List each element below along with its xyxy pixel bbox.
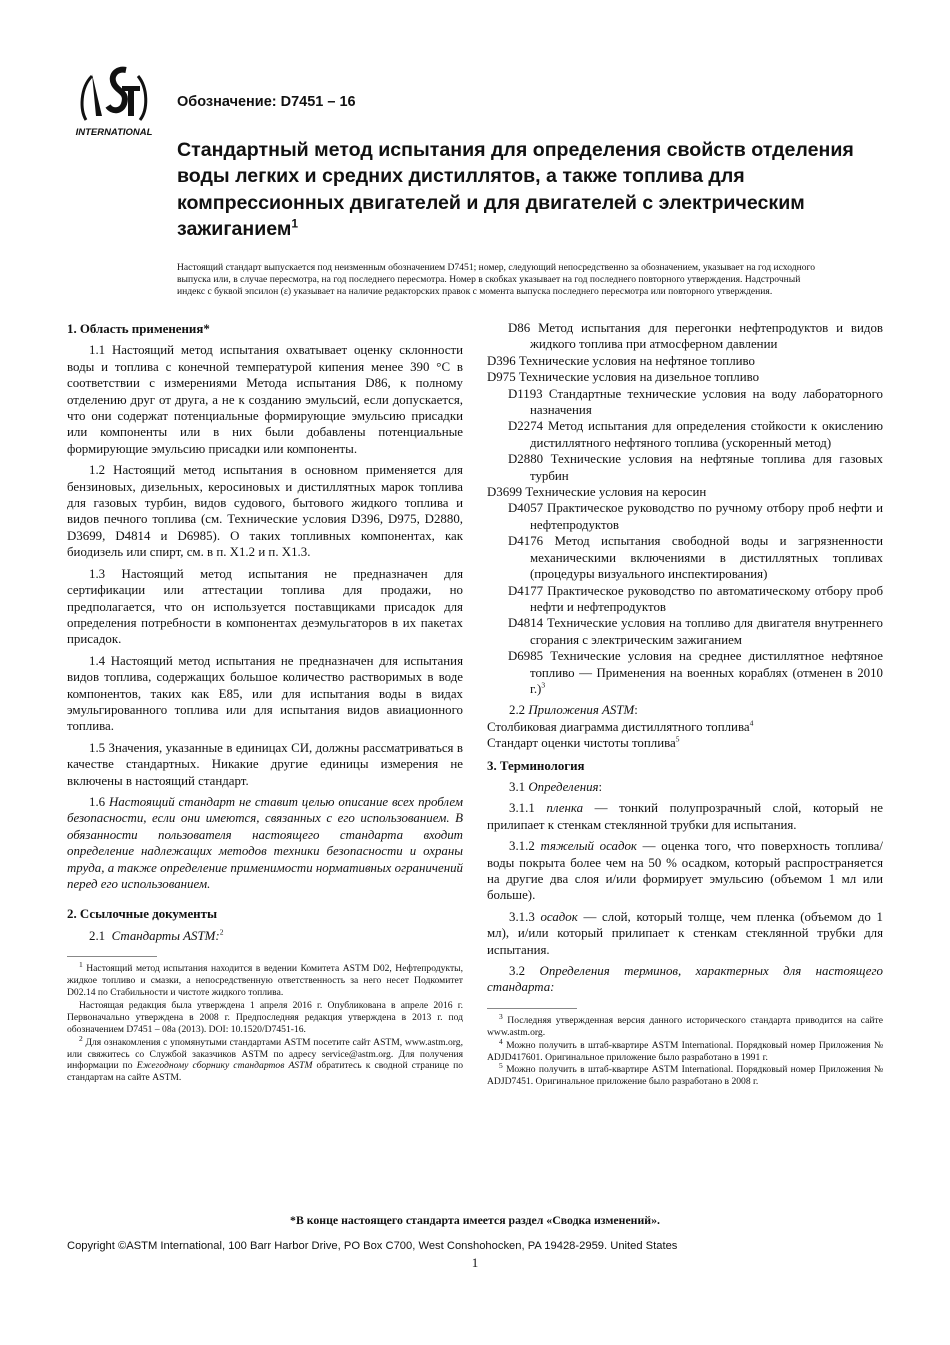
ref-d975: D975 Технические условия на дизельное топливо <box>487 370 760 385</box>
ref-d6985 <box>487 648 883 697</box>
section-3-heading: 3. Терминология <box>487 758 585 773</box>
footnote-2-text: Для ознакомления с упомянутыми стандартами ASTM посетите сайт ASTM, www.astm.org, или свяжитесь со Службой заказчиков ASTM по адресу service@astm.org. Для получения информации по <box>67 1036 463 1072</box>
footnote-divider-right <box>487 1008 577 1009</box>
para-3-1-1-number: 3.1.1 <box>509 801 535 816</box>
para-3-1-1-text: — тонкий полупрозрачный слой, который не прилипает к стенкам стеклянной трубки для испытания. <box>487 801 883 832</box>
term-sediment: осадок <box>540 909 578 924</box>
para-3-1-2-number: 3.1.2 <box>509 839 535 854</box>
para-1-2: 1.2 Настоящий метод испытания в основном применяется для бензиновых, дизельных, керосиновых и дистиллятных марок топлива для газовых турбин, видов судового, бытового жидкого топлива и видов печного топлива (см. Технические условия D396, D975, D2880, D3699, D4814 и D6985). О таких топливных компонентах, как биодизель или спирт, см. в п. X1.2 и п. X1.3. <box>67 463 463 560</box>
footnote-1-mark: 1 <box>79 960 83 970</box>
title-footnote-mark: 1 <box>291 216 299 231</box>
adjunct-1 <box>487 719 883 735</box>
ref-d4814: D4814 Технические условия на топливо для двигателя внутреннего сгорания с электрическим зажиганием <box>508 616 883 647</box>
copyright: Copyright ©ASTM International, 100 Barr Harbor Drive, PO Box C700, West Conshohocken, PA 19428-2959. United States <box>67 1240 678 1252</box>
ref-d4057: D4057 Практическое руководство по ручному отбору проб нефти и нефтепродуктов <box>508 501 883 532</box>
para-1-1: 1.1 Настоящий метод испытания охватывает оценку склонности воды и топлива с конечной температурой кипения менее 390 °C в соответствии с измерениями Метода испытания D86, к полному отделению друг от друга, а не к созданию эмульсий, если допускается, что они содержат потенциальные формирующие эмульсию присадки или компоненты или в них были добавлены потенциальные формирующие эмульсию присадки или компоненты. <box>67 343 463 456</box>
para-3-1-number: 3.1 <box>509 779 526 794</box>
ref-d1193: D1193 Стандартные технические условия на воду лабораторного назначения <box>508 386 883 418</box>
para-2-2: 2.2 Приложения ASTM: <box>509 703 638 718</box>
footnote-mark-2: 2 <box>219 927 224 937</box>
ref-d6985-text: D6985 Технические условия на среднее дистиллятное нефтяное топливо — Применения на военных кораблях (отменен в 2010 г.) <box>508 649 883 696</box>
footnote-3-mark: 3 <box>499 1011 503 1021</box>
para-3-1-3 <box>487 909 883 958</box>
ref-d4177: D4177 Практическое руководство по автоматическому отбору проб нефти и нефтепродуктов <box>508 583 883 614</box>
ref-d2274: D2274 Метод испытания для определения стойкости к окислению дистиллятного нефтяного топлива (ускоренный метод) <box>508 419 883 450</box>
logo-caption: INTERNATIONAL <box>75 127 153 138</box>
para-3-1-text: Определения <box>528 779 599 794</box>
footnote-2-italic: Ежегодному сборнику стандартов ASTM <box>136 1060 313 1072</box>
para-3-1-1 <box>487 800 883 833</box>
designation: Обозначение: D7451 – 16 <box>177 94 356 110</box>
para-2-1 <box>67 928 463 944</box>
para-1-6 <box>67 794 463 892</box>
astm-logo <box>72 66 156 140</box>
section-2-heading: 2. Ссылочные документы <box>67 907 218 922</box>
summary-note: *В конце настоящего стандарта имеется раздел «Сводка изменений». <box>290 1213 660 1227</box>
para-3-2-number: 3.2 <box>509 964 526 979</box>
para-2-2-text: Приложения ASTM <box>528 703 635 718</box>
footnote-4 <box>487 1036 883 1064</box>
footnote-1-text: Настоящий метод испытания находится в ведении Комитета ASTM D02, Нефтепродукты, жидкое топливо и смазки, а непосредственную ответственность за него несет Подкомитет D02.14 по Стабильности и чистоте жидкого топлива. <box>67 963 463 999</box>
ref-d3699: D3699 Технические условия на керосин <box>487 485 707 500</box>
right-column <box>487 320 883 1089</box>
title-text: Стандартный метод испытания для определения свойств отделения воды легких и средних дистиллятов, а также топлива для компрессионных двигателей и для двигателей с электрическим зажиганием <box>177 139 854 240</box>
footnote-divider <box>67 956 157 957</box>
para-3-1-3-text: — слой, который толще, чем пленка (объемом до 1 мл), и/или который прилипает к стенкам стеклянной трубки для испытания. <box>487 909 883 957</box>
para-3-1: 3.1 Определения: <box>509 779 603 794</box>
footnote-5 <box>487 1061 883 1088</box>
astm-logo-mark <box>82 70 146 120</box>
para-3-2-text: Определения терминов, характерных для настоящего стандарта: <box>487 964 883 995</box>
footnote-3 <box>487 1011 883 1039</box>
footnote-mark-5: 5 <box>675 734 680 744</box>
footnote-4-text: Можно получить в штаб-квартире ASTM International. Порядковый номер Приложения № ADJD417601. Оригинальное приложение было разработано в 1991 г. <box>487 1039 883 1063</box>
footnote-5-mark: 5 <box>499 1061 503 1071</box>
para-2-1-text: Стандарты ASTM: <box>111 928 220 943</box>
footnote-2-tail: обратитесь к сводной странице по стандартам на сайте ASTM. <box>67 1060 463 1084</box>
footnote-3-text: Последняя утвержденная версия данного исторического стандарта приводится на сайте www.astm.org. <box>487 1014 883 1038</box>
para-3-1-2-text: — оценка того, что поверхность топлива/воды покрыта более чем на 50 % осадком, который распространяется на другие два слоя и/или формирует эмульсию (объемом 1 мл или больше). <box>487 839 883 903</box>
section-1-heading: 1. Область применения* <box>67 322 210 336</box>
para-1-6-number: 1.6 <box>89 794 106 809</box>
para-1-3: 1.3 Настоящий метод испытания не предназначен для сертификации или аттестации топлива для продажи, но предполагается, что он используется поставщиками присадок для определения потребности в компонентах деэмульгаторов в их пакетах присадок. <box>67 566 463 647</box>
adjunct-2 <box>487 735 883 751</box>
para-2-1-number: 2.1 <box>89 928 106 943</box>
footnote-mark-3: 3 <box>541 680 546 690</box>
page-title <box>177 137 877 242</box>
para-1-6-text: Настоящий стандарт не ставит целью описание всех проблем безопасности, если они имеются, связанных с его использованием. В обязанности пользователя настоящего стандарта входит определение надлежащих методов техники безопасности и охраны труда, а также определение применимости нормативных ограничений перед его использованием. <box>67 794 463 891</box>
term-film: пленка <box>546 801 584 816</box>
footnote-4-mark: 4 <box>499 1036 503 1046</box>
para-1-5: 1.5 Значения, указанные в единицах СИ, должны рассматриваться в качестве стандартных. Никакие другие единицы измерения не включены в настоящий стандарт. <box>67 740 463 788</box>
para-3-1-2 <box>487 838 883 904</box>
ref-d396: D396 Технические условия на нефтяное топливо <box>487 353 755 368</box>
footnote-1 <box>67 960 463 999</box>
footnote-1-continued: Настоящая редакция была утверждена 1 апреля 2016 г. Опубликована в апреле 2016 г. Первоначально утверждена в 2008 г. Предпоследняя редакция утверждена в 2013 г. под обозначением D7451 – 08a (2013). DOI: 10.1520/D7451-16. <box>67 999 463 1035</box>
para-1-4: 1.4 Настоящий метод испытания не предназначен для испытания видов топлива, содержащих большое количество растворимых в воде компонентов, таких как E85, или для испытания воды в видах эмульгированного топлива или для испытания видов авиационного топлива. <box>67 653 463 734</box>
para-3-1-3-number: 3.1.3 <box>509 909 535 924</box>
para-2-2-number: 2.2 <box>509 703 526 718</box>
ref-d86: D86 Метод испытания для перегонки нефтепродуктов и видов жидкого топлива при атмосферном давлении <box>508 321 883 352</box>
footnote-2-mark: 2 <box>79 1033 83 1043</box>
left-column <box>67 320 463 1085</box>
page-number: 1 <box>471 1255 479 1270</box>
para-3-2 <box>487 963 883 996</box>
adjunct-2-text: Стандарт оценки чистоты топлива <box>487 736 676 751</box>
ref-d2880: D2880 Технические условия на нефтяные топлива для газовых турбин <box>508 452 883 483</box>
ref-d4176: D4176 Метод испытания свободной воды и загрязненности механическими включениями в дистиллятных топливах (процедуры визуального инспектирования) <box>508 534 883 582</box>
term-heavy-sediment: тяжелый осадок <box>540 839 637 854</box>
issue-note: Настоящий стандарт выпускается под неизменным обозначением D7451; номер, следующий непосредственно за обозначением, указывает на год исходного выпуска или, в случае пересмотра, на год последнего пересмотра. Номер в скобках указывает на год последнего повторного утверждения. Надстрочный индекс с буквой эпсилон (ε) указывает на наличие редакторских правок с момента выпуска последнего пересмотра или повторного утверждения. <box>177 262 816 297</box>
footnote-5-text: Можно получить в штаб-квартире ASTM International. Порядковый номер Приложения № ADJD7451. Оригинальное приложение было разработано в 2008 г. <box>487 1064 883 1088</box>
footnote-mark-4: 4 <box>749 718 754 728</box>
adjunct-1-text: Столбиковая диаграмма дистиллятного топлива <box>487 719 750 734</box>
footnote-2 <box>67 1033 463 1085</box>
